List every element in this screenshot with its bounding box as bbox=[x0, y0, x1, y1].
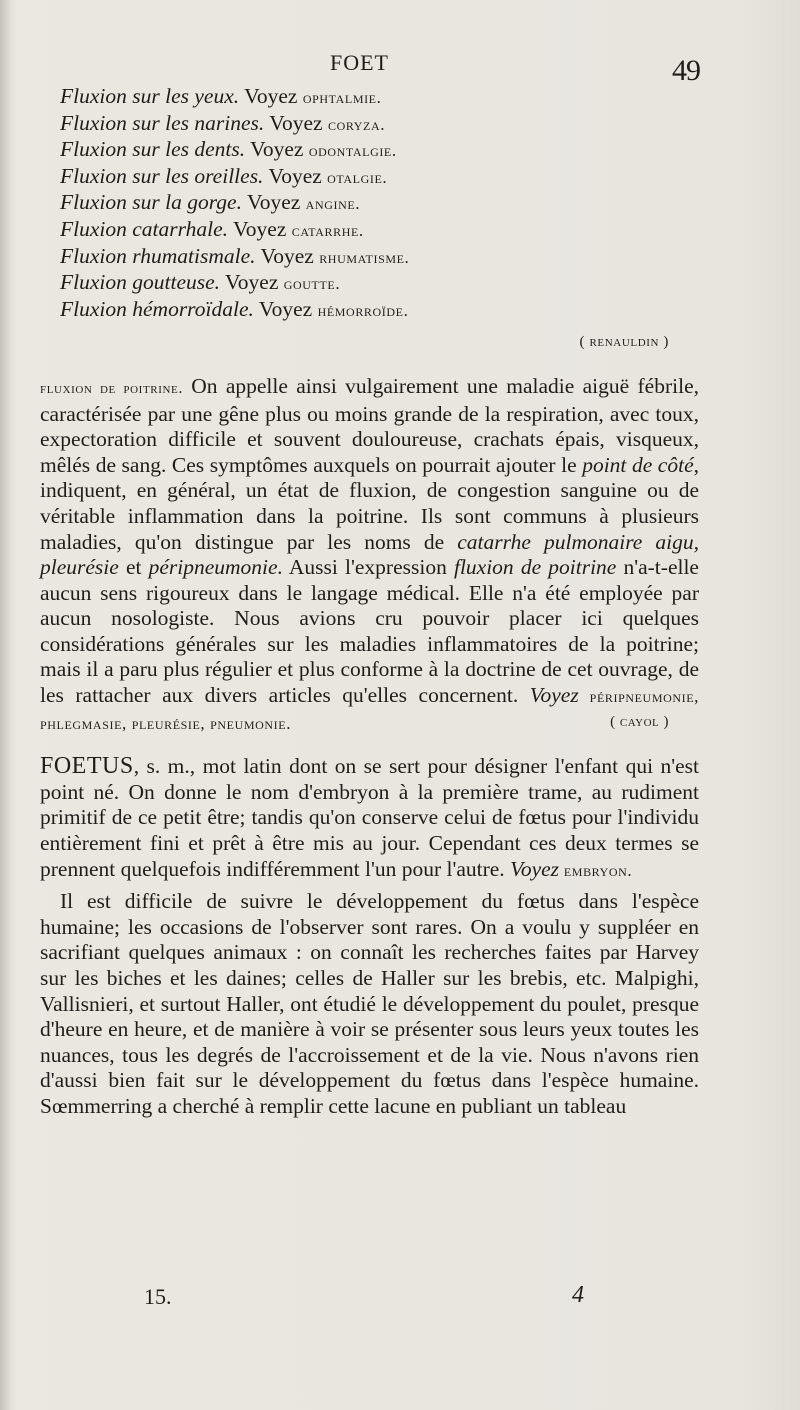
xref-target: goutte. bbox=[283, 274, 341, 294]
xref-term: Fluxion sur les narines. bbox=[60, 110, 265, 135]
xref-target: ophtalmie. bbox=[302, 88, 382, 107]
entry-foetus: FOETUS, s. m., mot latin dont on se sert pour désigner l'enfant qui n'est point né. On donne le nom d'embryon à la première trame, au rudiment primitif de ce petit être; tandis qu'on conserve celui de fœtus pour l'individu entièrement fini et prêt à être mis au jour. Cependant ces deux termes se prennent quelquefois indifféremment l'un pour l'autre. Voyez embryon. bbox=[40, 753, 699, 881]
xref-see: Voyez bbox=[260, 243, 314, 268]
xref-term: Fluxion sur les dents. bbox=[60, 137, 246, 162]
cross-reference-item bbox=[40, 217, 699, 244]
signature-mark: 4 bbox=[572, 1282, 584, 1308]
binding-shadow bbox=[0, 0, 12, 1410]
xref-target: rhumatisme. bbox=[319, 247, 410, 267]
body-text bbox=[40, 84, 699, 1120]
cross-reference-item bbox=[40, 190, 699, 217]
cross-reference-item bbox=[40, 111, 699, 138]
entry-references: péripneumonie, phlegmasie, pleurésie, pneumonie. bbox=[40, 687, 700, 733]
cross-reference-list bbox=[40, 84, 699, 323]
xref-see: Voyez bbox=[258, 296, 313, 321]
volume-number: 15. bbox=[144, 1284, 172, 1309]
paragraph: Il est difficile de suivre le développement du fœtus dans l'espèce humaine; les occasions de l'observer sont rares. On a voulu y suppléer en sacrifiant quelques animaux : on connaît les recherches faites par Harvey sur les biches et les daines; celles de Haller sur les brebis, etc. Malpighi, Vallisnieri, et surtout Haller, ont étudié le développement du poulet, presque d'heure en heure, et de manière à voir se présenter sous leurs yeux toutes les nuances, tous les degrés de l'accroissement et de la vie. Nous n'avons rien d'aussi bien fait sur le développement du fœtus dans l'espèce humaine. Sœmmerring a cherché à remplir cette lacune en publiant un tableau bbox=[40, 889, 699, 1118]
entry-headword: FOETUS bbox=[40, 753, 134, 780]
xref-term: Fluxion goutteuse. bbox=[60, 270, 221, 295]
xref-see: Voyez bbox=[225, 270, 279, 295]
entry-headword: fluxion de poitrine. bbox=[40, 379, 183, 397]
entry-references: embryon. bbox=[559, 860, 633, 880]
xref-see: Voyez bbox=[244, 84, 298, 108]
xref-target: otalgie. bbox=[327, 167, 388, 187]
cross-reference-item bbox=[40, 137, 699, 164]
xref-term: Fluxion sur les yeux. bbox=[60, 84, 240, 108]
xref-target: coryza. bbox=[327, 114, 386, 134]
xref-term: Fluxion catarrhale. bbox=[60, 216, 229, 241]
cross-reference-item bbox=[40, 244, 699, 271]
author-signature: ( renauldin ) bbox=[579, 334, 669, 351]
xref-term: Fluxion rhumatismale. bbox=[60, 243, 256, 268]
entry-fluxion-de-poitrine: fluxion de poitrine. On appelle ainsi vulgairement une maladie aiguë fébrile, caractérisée par une gêne plus ou moins grande de la respiration, avec toux, expectoration difficile et souvent douloureuse, crachats épais, visqueux, mêlés de sang. Ces symptômes auxquels on pourrait ajouter le point de côté, indiquent, en général, un état de fluxion, de congestion sanguine ou de véritable inflammation dans la poitrine. Ils sont communs à plusieurs maladies, qu'on distingue par les noms de catarrhe pulmonaire aigu, pleurésie et péripneumonie. Aussi l'expression fluxion de poitrine n'a-t-elle aucun sens rigoureux dans le langage médical. Elle n'a été employée par aucun nosologiste. Nous avions cru pouvoir placer ici quelques considérations générales sur les maladies inflammatoires de la poitrine; mais il a paru plus régulier et plus conforme à la doctrine de cet ouvrage, de les rattacher aux divers articles qu'elles concernent. Voyez péripneumonie, phlegmasie, pleurésie, pneumonie. ( cayol ) bbox=[40, 374, 699, 736]
cross-reference-item bbox=[40, 84, 699, 111]
xref-target: catarrhe. bbox=[291, 220, 364, 240]
xref-term: Fluxion sur les oreilles. bbox=[60, 163, 264, 188]
xref-see: Voyez bbox=[233, 216, 287, 241]
xref-term: Fluxion hémorroïdale. bbox=[60, 296, 254, 321]
xref-see: Voyez bbox=[268, 163, 322, 188]
xref-target: odontalgie. bbox=[308, 141, 397, 161]
xref-target: angine. bbox=[305, 194, 361, 214]
xref-see: Voyez bbox=[246, 190, 301, 215]
running-head: FOET bbox=[330, 50, 389, 75]
author-signature: ( cayol ) bbox=[610, 713, 669, 730]
page-number: 49 bbox=[672, 54, 700, 87]
cross-reference-item bbox=[40, 297, 699, 324]
xref-term: Fluxion sur la gorge. bbox=[60, 190, 242, 215]
cross-reference-item bbox=[40, 270, 699, 297]
xref-see: Voyez bbox=[269, 110, 323, 135]
xref-target: hémorroïde. bbox=[317, 300, 409, 320]
xref-see: Voyez bbox=[250, 137, 304, 162]
cross-reference-item bbox=[40, 164, 699, 191]
